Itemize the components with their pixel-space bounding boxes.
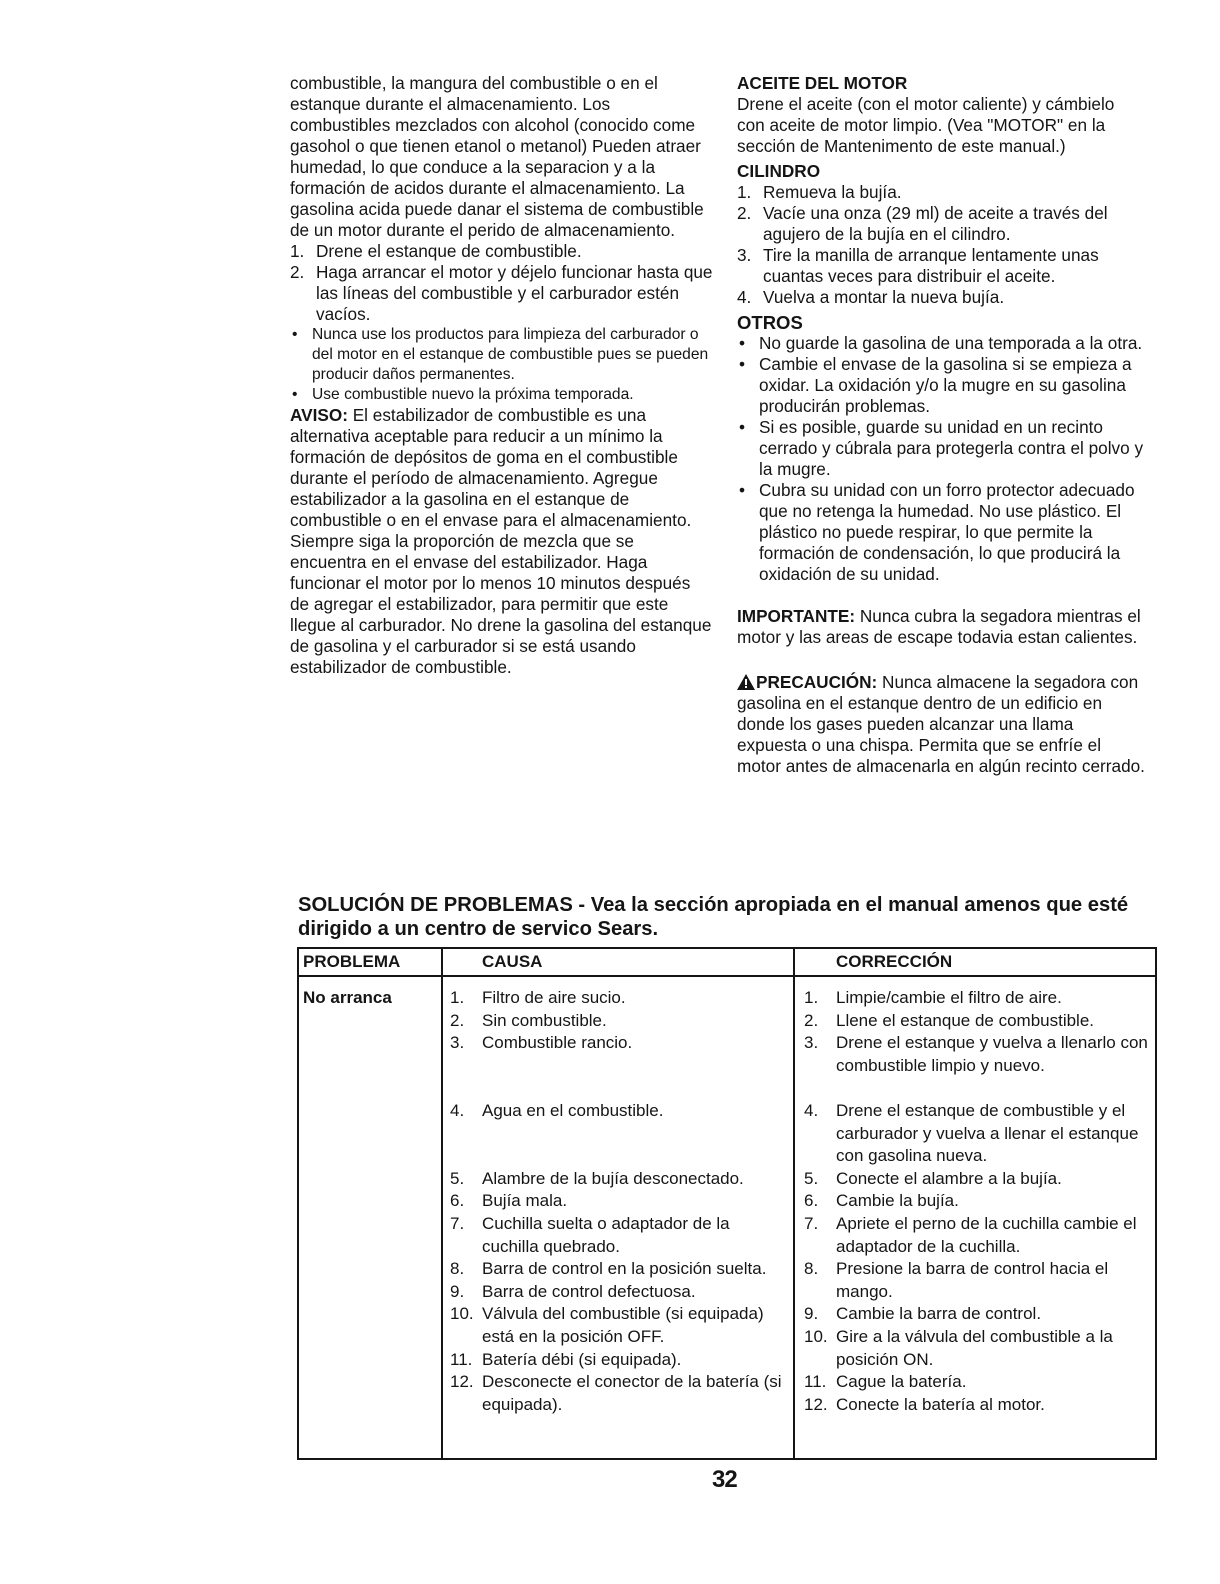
table-row: 4. Agua en el combustible. (450, 1100, 664, 1120)
precaucion-paragraph (737, 672, 1145, 777)
list-item: 1. Drene el estanque de combustible. (290, 241, 582, 261)
table-row: 10. Gire a la válvula del combustible a la posición ON. (804, 1326, 1113, 1369)
table-row: 9. Cambie la barra de control. (804, 1304, 1042, 1324)
aviso-text: El estabilizador de combustible es una alternativa aceptable para reducir a un mínimo la formación de depósitos de goma en el combustible durante el período de almacenamiento. Agregue estabilizador a la gasolina en el estanque de combustible o en el envase para el almacenamiento. Siempre siga la proporción de mezcla que se encuentra en el envase del estabilizador. Haga funcionar el motor por lo menos 10 minutos después de agregar el estabilizador, para permitir que este llegue al carburador. No drene la gasolina del estanque de gasolina y el carburador si se está usando estabilizador de combustible. (290, 405, 712, 677)
list-item: • Cambie el envase de la gasolina si se empieza a oxidar. La oxidación y/o la mugre en su gasolina producirán problemas. (739, 354, 1132, 416)
header-cause: CAUSA (482, 952, 543, 971)
table-row: 3. Combustible rancio. (450, 1033, 633, 1053)
cilindro-heading: CILINDRO (737, 161, 821, 181)
table-row: 3. Drene el estanque y vuelva a llenarlo con combustible limpio y nuevo. (804, 1033, 1148, 1075)
table-header (299, 949, 1155, 977)
table-row: 4. Drene el estanque de combustible y el carburador y vuelva a llenar el estanque con gasolina nueva. (804, 1100, 1139, 1166)
otros-bullets (737, 333, 1145, 585)
table-row: 5. Alambre de la bujía desconectado. (450, 1168, 744, 1188)
importante-paragraph (737, 606, 1145, 648)
table-row: 12. Conecte la batería al motor. (804, 1394, 1045, 1414)
troubleshooting-title: SOLUCIÓN DE PROBLEMAS - Vea la sección apropiada en el manual amenos que esté dirigido a un centro de servico Sears. (298, 894, 1129, 940)
header-problem: PROBLEMA (303, 952, 401, 971)
drain-steps (290, 241, 714, 325)
table-row: 8. Presione la barra de control hacia el mango. (804, 1259, 1109, 1301)
table-row: 2. Sin combustible. (450, 1010, 607, 1030)
list-item: 3. Tire la manilla de arranque lentamente unas cuantas veces para distribuir el aceite. (737, 245, 1099, 286)
table-row: 11. Cague la batería. (804, 1372, 967, 1392)
aviso-paragraph (290, 405, 714, 678)
list-item: 2. Vacíe una onza (29 ml) de aceite a través del agujero de la bujía en el cilindro. (737, 203, 1108, 244)
list-item: • Use combustible nuevo la próxima temporada. (292, 386, 634, 403)
list-item: • Si es posible, guarde su unidad en un recinto cerrado y cúbrala para protegerla contra el polvo y la mugre. (739, 417, 1144, 479)
spacer (737, 648, 1145, 672)
column-divider (793, 949, 795, 1458)
table-row: 1. Limpie/cambie el filtro de aire. (804, 988, 1062, 1007)
column-divider (441, 949, 443, 1458)
table-row: 1. Filtro de aire sucio. (450, 988, 626, 1007)
table-row: 6. Bujía mala. (450, 1191, 568, 1211)
intro-paragraph: combustible, la mangura del combustible o en el estanque durante el almacenamiento. Los combustibles mezclados con alcohol (conocido come gasohol o que tienen etanol o metanol) Pueden atraer humedad, lo que conduce a la separacion y a la formación de acidos durante el almacenamiento. La gasolina acida puede danar el sistema de combustible de un motor durante el perido de almacenamiento. (290, 73, 704, 240)
otros-heading: OTROS (737, 312, 803, 333)
list-item: • Cubra su unidad con un forro protector adecuado que no retenga la humedad. No use plástico. El plástico no puede respirar, lo que permite la formación de condensación, lo que producirá la oxidación de su unidad. (739, 480, 1135, 584)
aceite-heading: ACEITE DEL MOTOR (737, 73, 908, 93)
table-row: 6. Cambie la bujía. (804, 1191, 959, 1211)
table-row: 8. Barra de control en la posición suelta. (450, 1259, 767, 1279)
page-number: 32 (712, 1466, 737, 1493)
list-item: 4. Vuelva a montar la nueva bujía. (737, 287, 1005, 307)
aceite-paragraph: Drene el aceite (con el motor caliente) y cámbielo con aceite de motor limpio. (Vea "MOTOR" en la sección de Mantenimento de este manual.) (737, 94, 1115, 156)
aviso-label: AVISO: (290, 405, 348, 425)
cause-cell (450, 987, 790, 1416)
problem-cell: No arranca (303, 988, 392, 1007)
fuel-bullets (290, 325, 714, 405)
warning-triangle-icon (737, 674, 755, 690)
correction-cell (804, 987, 1149, 1416)
precaucion-label: PRECAUCIÓN: (756, 672, 878, 692)
precaucion-text: Nunca almacene la segadora con gasolina en el estanque dentro de un edificio en donde los gases pueden alcanzar una llama expuesta o una chispa. Permita que se enfríe el motor antes de almacenarla en algún recinto cerrado. (737, 672, 1145, 776)
table-row: 7. Cuchilla suelta o adaptador de la cuchilla quebrado. (450, 1213, 730, 1256)
importante-text: Nunca cubra la segadora mientras el motor y las areas de escape todavia estan calientes. (737, 606, 1141, 647)
left-column (290, 73, 714, 678)
cilindro-steps (737, 182, 1145, 308)
table-row: 7. Apriete el perno de la cuchilla cambie el adaptador de la cuchilla. (804, 1213, 1137, 1256)
table-row: 10. Válvula del combustible (si equipada) está en la posición OFF. (450, 1304, 764, 1346)
list-item: • No guarde la gasolina de una temporada a la otra. (739, 333, 1143, 353)
header-correction: CORRECCIÓN (836, 952, 953, 971)
table-row: 11. Batería débi (si equipada). (450, 1349, 682, 1369)
list-item: 2. Haga arrancar el motor y déjelo funcionar hasta que las líneas del combustible y el carburador estén vacíos. (290, 262, 713, 324)
list-item: 1. Remueva la bujía. (737, 182, 902, 202)
table-row: 9. Barra de control defectuosa. (450, 1281, 696, 1301)
list-item: • Nunca use los productos para limpieza del carburador o del motor en el estanque de combustible pues se pueden producir daños permanentes. (292, 326, 709, 383)
troubleshooting-table (297, 947, 1157, 1460)
right-column (737, 73, 1145, 777)
table-row: 2. Llene el estanque de combustible. (804, 1010, 1095, 1030)
spacer (737, 585, 1145, 606)
importante-label: IMPORTANTE: (737, 606, 856, 626)
table-row: 12. Desconecte el conector de la batería (si equipada). (450, 1372, 782, 1414)
table-row: 5. Conecte el alambre a la bujía. (804, 1168, 1062, 1188)
